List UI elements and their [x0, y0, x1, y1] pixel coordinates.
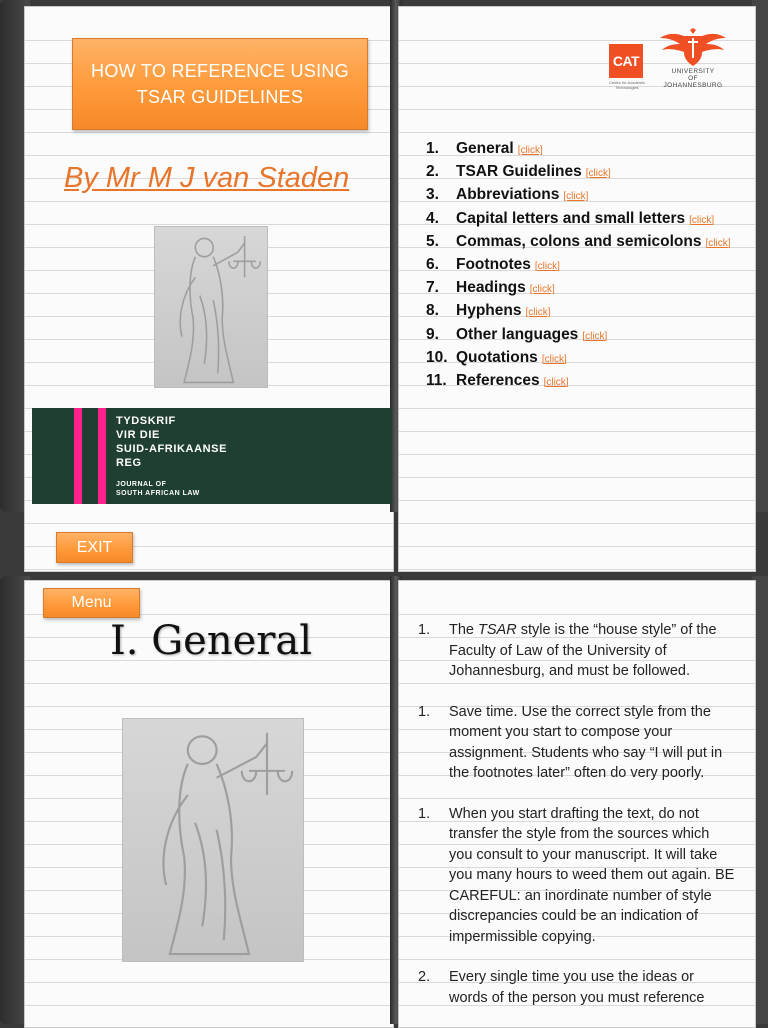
exit-button[interactable]: EXIT [56, 532, 133, 563]
toc-click-link[interactable]: [click] [705, 237, 731, 249]
author-name: By Mr M J van Staden [64, 162, 350, 194]
list-item: 2. Every single time you use the ideas or words of the person you must reference [418, 969, 705, 1006]
presentation-title-box [72, 38, 368, 130]
title-line-1: HOW TO REFERENCE USING [91, 61, 349, 81]
toc-item-references: 11. References [click] [426, 371, 569, 389]
general-points-list [418, 620, 736, 1028]
toc-click-link[interactable]: [click] [517, 145, 543, 156]
lady-justice-icon [155, 227, 267, 387]
toc-click-link[interactable]: [click] [585, 168, 611, 180]
journal-stripe [98, 408, 106, 504]
table-of-contents [426, 140, 756, 395]
toc-click-link[interactable]: [click] [529, 284, 555, 296]
lady-justice-image [154, 226, 268, 388]
toc-click-link[interactable]: [click] [543, 376, 569, 388]
toc-item-capital-letters: 4. Capital letters and small letters [click] [426, 209, 715, 227]
toc-item-abbreviations: 3. Abbreviations [click] [426, 186, 589, 204]
uj-logo-text: UNIVERSITY OF JOHANNESBURG [663, 68, 723, 89]
toc-click-link[interactable]: [click] [525, 307, 551, 319]
journal-stripe [74, 408, 82, 504]
lady-justice-icon [123, 719, 303, 961]
journal-subtitle: JOURNAL OF SOUTH AFRICAN LAW [116, 481, 200, 497]
menu-button[interactable]: Menu [43, 588, 140, 618]
journal-title: TYDSKRIF VIR DIE SUID-AFRIKAANSE REG [116, 415, 228, 469]
toc-item-footnotes: 6. Footnotes [click] [426, 255, 560, 273]
toc-click-link[interactable]: [click] [541, 353, 567, 365]
toc-item-tsar-guidelines: 2. TSAR Guidelines [click] [426, 163, 611, 181]
lady-justice-image [122, 718, 304, 962]
toc-item-headings: 7. Headings [click] [426, 279, 555, 297]
toc-click-link[interactable]: [click] [563, 191, 589, 203]
toc-item-quotations: 10. Quotations [click] [426, 348, 567, 366]
toc-item-commas: 5. Commas, colons and semicolons [click] [426, 232, 731, 250]
journal-banner [32, 408, 392, 504]
section-heading: I. General [110, 618, 313, 664]
toc-click-link[interactable]: [click] [534, 260, 560, 272]
list-item: 1. The TSAR style is the “house style” of the Faculty of Law of the University of Johannesburg, and must be followed. [418, 622, 717, 679]
list-item: 1. When you start drafting the text, do not transfer the style from the sources which you consult to your manuscript. It will take you many hours to weed them out again. BE CAREFUL: an inordinate number of style discrepancies could be an indication of impermissible copying. [418, 805, 735, 945]
cat-logo: CAT [609, 44, 643, 78]
uj-emblem-icon [660, 28, 726, 68]
list-item: 1. Save time. Use the correct style from the moment you start to compose your assignment. Students who say “I will put in the footnotes later” often do very poorly. [418, 703, 723, 781]
cat-logo-subtitle: Centre for Academic Technologies [608, 80, 646, 90]
toc-click-link[interactable]: [click] [582, 330, 608, 342]
title-line-2: TSAR GUIDELINES [136, 87, 304, 107]
toc-item-other-languages: 9. Other languages [click] [426, 325, 608, 343]
toc-item-general: 1. General [click] [426, 140, 543, 157]
toc-item-hyphens: 8. Hyphens [click] [426, 302, 551, 320]
toc-click-link[interactable]: [click] [689, 214, 715, 226]
